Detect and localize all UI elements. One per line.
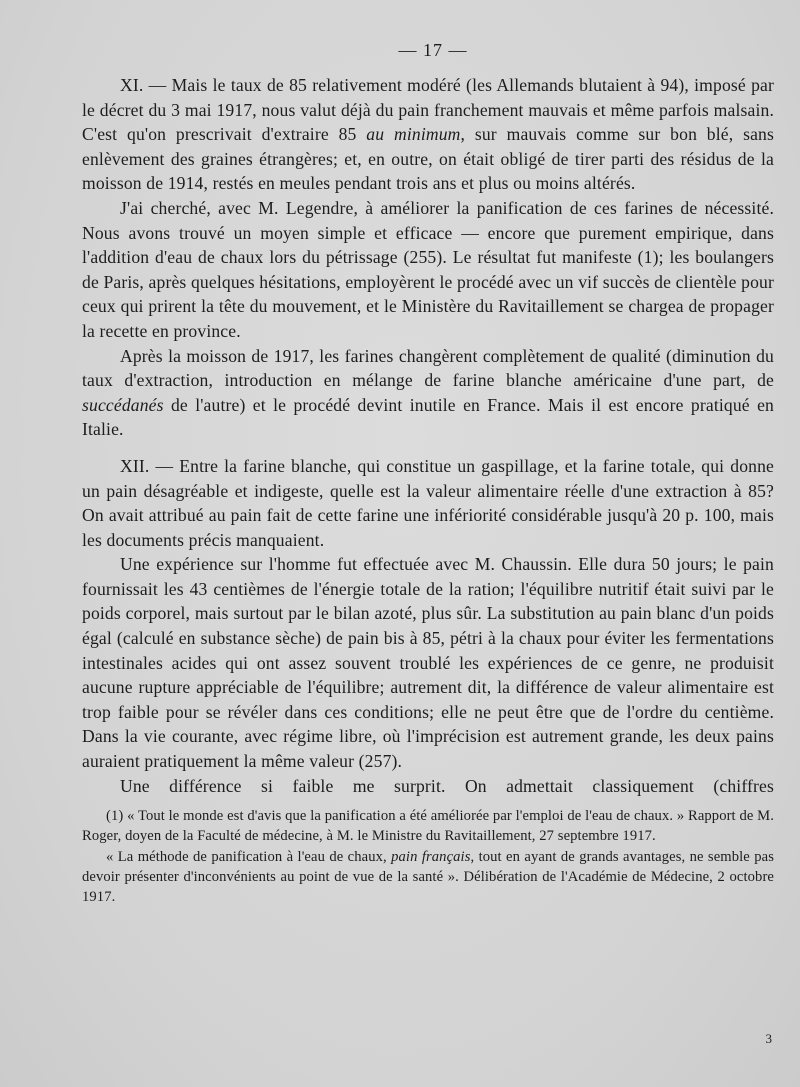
paragraph-text: de l'autre) et le procédé devint inutile en France. Mais il est encore pratiqué en Italie. — [82, 394, 774, 440]
page-number: — 17 — — [398, 40, 468, 60]
footnote-1-continued — [82, 847, 774, 908]
paragraph-section-xii: XII. — Entre la farine blanche, qui constitue un gaspillage, et la farine totale, qui donne un pain désagréable et indigeste, quelle est la valeur alimentaire réelle d'une extraction à 85? On avait attribué au pain fait de cette farine une infériorité considérable jusqu'à 20 p. 100, mais les documents précis manquaient. — [82, 455, 774, 550]
footnote-text: « La méthode de panification à l'eau de chaux, — [106, 848, 392, 865]
paragraph-difference: Une différence si faible me surprit. On admettait classiquement (chiffres — [120, 775, 774, 796]
paragraph-text: Après la moisson de 1917, les farines changèrent complètement de qualité (diminution du taux d'extraction, introduction en mélange de farine blanche américaine d'une part, de — [82, 345, 774, 391]
emphasis-text: au minimum — [366, 124, 461, 145]
emphasis-text: succédanés — [82, 394, 164, 415]
signature-mark: 3 — [765, 1031, 772, 1046]
footnotes — [82, 806, 774, 907]
footnote-text: , tout en ayant de grands avantages, ne semble pas devoir présenter d'inconvénients au point de vue de la santé ». Délibération de l'Académie de Médecine, 2 octobre 1917. — [82, 848, 774, 906]
paragraph-section-xi — [82, 73, 774, 196]
paragraph-panification: J'ai cherché, avec M. Legendre, à améliorer la panification de ces farines de nécessité. Nous avons trouvé un moyen simple et efficace — encore que purement empirique, dans l'addition d'eau de chaux lors du pétrissage (255). Le résultat fut manifeste (1); les boulangers de Paris, après quelques hésitations, employèrent le procédé avec un vif succès de clientèle pour ceux qui prirent la tête du mouvement, et le Ministère du Ravitaillement se chargea de propager la recette en province. — [82, 197, 774, 341]
paragraph-text: , sur mauvais comme sur bon blé, sans enlèvement des graines étrangères; et, en outre, on était obligé de tirer parti des résidus de la moisson de 1914, restés en meules pendant trois ans et plus ou moins altérés. — [82, 124, 774, 194]
paragraph-text: XI. — Mais le taux de 85 relativement modéré (les Allemands blutaient à 94), imposé par le décret du 3 mai 1917, nous valut déjà du pain franchement mauvais et même parfois malsain. C'est qu'on prescrivait d'extraire 85 — [82, 75, 774, 145]
footnote-1: (1) « Tout le monde est d'avis que la panification a été améliorée par l'emploi de l'eau de chaux. » Rapport de M. Roger, doyen de la Faculté de médecine, à M. le Ministre du Ravitaillement, 27 septembre 1917. — [82, 808, 775, 845]
paragraph-experience: Une expérience sur l'homme fut effectuée avec M. Chaussin. Elle dura 50 jours; le pain fournissait les 43 centièmes de l'énergie totale de la ration; l'équilibre nutritif était suivi par le poids corporel, mais surtout par le bilan azoté, plus sûr. La substitution au pain blanc d'un poids égal (calculé en substance sèche) de pain bis à 85, pétri à la chaux pour éviter les fermentations intestinales acides qui ont assez souvent troublé les expériences de ce genre, ne produisit aucune rupture appréciable de l'équilibre; autrement dit, la différence de valeur alimentaire est trop faible pour se révéler dans ces conditions; elle ne peut être que de l'ordre du centième. Dans la vie courante, avec régime libre, où l'imprécision est autrement grande, les deux pains auraient pratiquement la même valeur (257). — [82, 554, 774, 772]
paragraph-moisson-1917 — [82, 344, 774, 442]
section-gap — [82, 442, 774, 454]
main-text — [82, 73, 774, 798]
emphasis-text: pain français — [391, 848, 471, 865]
